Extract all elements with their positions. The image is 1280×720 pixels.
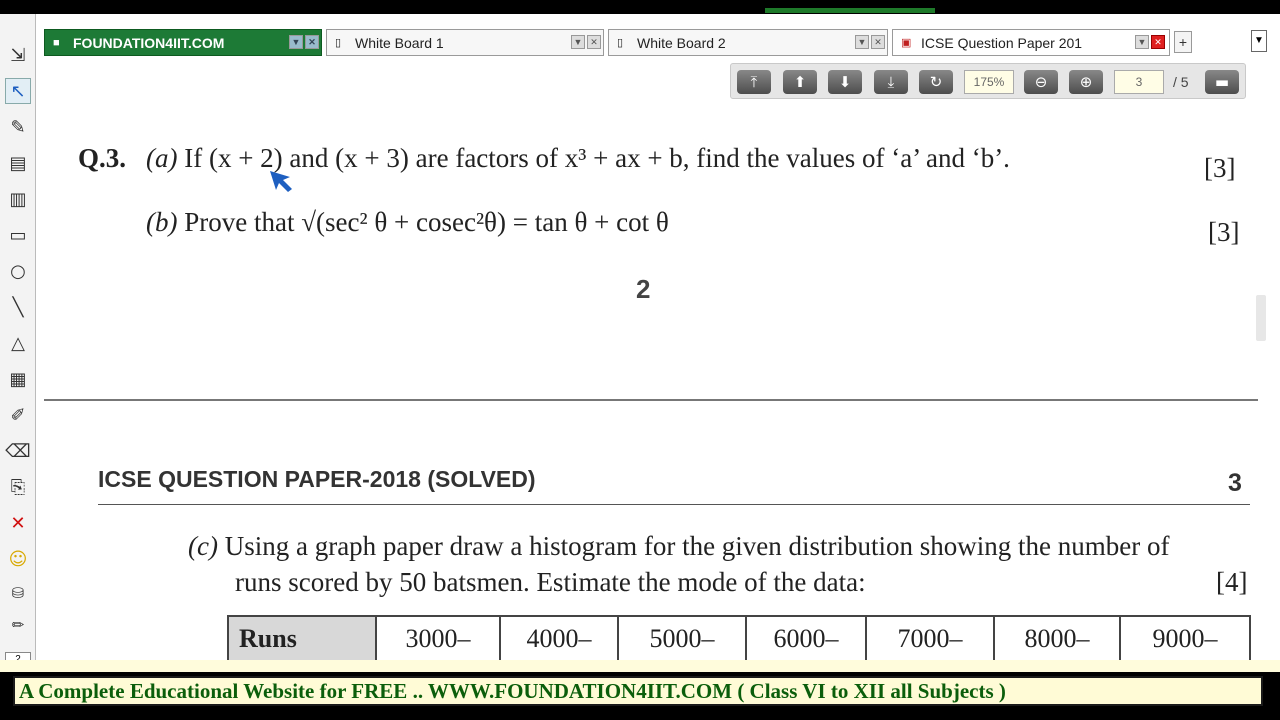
line-icon[interactable]: ╲ (12, 296, 24, 318)
table-cell: 9000– (1120, 616, 1250, 660)
footer-banner (0, 672, 1280, 720)
triangle-icon[interactable]: △ (11, 332, 25, 354)
page-icon: ▯ (335, 37, 342, 49)
question-c-line-2: runs scored by 50 batsmen. Estimate the mode of the data: (235, 567, 866, 597)
pointer-cursor-icon (268, 169, 296, 193)
page-icon: ▯ (617, 37, 624, 49)
pointer-arrow-icon[interactable]: ↖ (5, 78, 31, 104)
pencil-icon[interactable]: ✎ (10, 116, 26, 138)
previous-page-number: 2 (636, 274, 651, 304)
zoom-in-icon[interactable]: ⊕ (1069, 70, 1103, 94)
question-text: Prove that √(sec² θ + cosec²θ) = tan θ + cot θ (184, 207, 669, 237)
tab-close-icon[interactable]: ✕ (587, 35, 601, 49)
select-move-icon[interactable]: ⇲ (10, 44, 26, 66)
question-3b (146, 207, 669, 238)
pdf-navigation-bar (730, 63, 1246, 99)
marks-label: [4] (1216, 567, 1248, 597)
runs-table (227, 615, 1251, 660)
page-total-label: / 5 (1173, 74, 1189, 90)
question-c-line-1 (188, 531, 1170, 562)
page-number-input[interactable]: 3 (1114, 70, 1164, 94)
fit-screen-icon[interactable]: ▬ (1205, 70, 1239, 94)
top-strip (0, 0, 1280, 14)
tab-white-board-1[interactable] (326, 29, 604, 56)
page-header-title: ICSE QUESTION PAPER-2018 (SOLVED) (98, 466, 536, 492)
table-cell: 5000– (618, 616, 746, 660)
eraser-icon[interactable]: ⌫ (5, 440, 31, 462)
pdf-icon: ▣ (901, 37, 912, 49)
last-page-icon[interactable]: ⤓ (874, 70, 908, 94)
tool-palette (0, 14, 36, 672)
tab-menu-icon[interactable]: ▼ (1135, 35, 1149, 49)
tab-menu-icon[interactable]: ▼ (855, 35, 869, 49)
tab-icse-question-paper[interactable] (892, 29, 1170, 56)
banner-text: A Complete Educational Website for FREE .. WWW.FOUNDATION4IIT.COM ( Class VI to XII all Subjects ) (13, 676, 1263, 706)
pen-color-icon[interactable]: ✏ (11, 616, 25, 634)
new-tab-button[interactable]: + (1174, 31, 1192, 53)
part-label: (c) (188, 531, 218, 561)
table-cell: 3000– (376, 616, 500, 660)
scrollbar-thumb[interactable] (1256, 295, 1266, 341)
note-icon[interactable]: ▥ (9, 188, 27, 210)
tab-label: White Board 1 (355, 34, 444, 51)
first-page-icon[interactable]: ⤒ (737, 70, 771, 94)
table-row (228, 616, 1250, 660)
marks-label: [3] (1204, 153, 1236, 183)
tab-close-icon[interactable]: ✕ (1151, 35, 1165, 49)
circle-icon[interactable]: ○ (10, 260, 26, 282)
tab-bar (36, 14, 1280, 59)
page-header-number: 3 (1228, 469, 1242, 497)
table-cell: 7000– (866, 616, 994, 660)
highlighter-icon[interactable]: ✐ (10, 404, 26, 426)
marks-label: [3] (1208, 217, 1240, 247)
delete-icon[interactable]: ✕ (10, 512, 26, 534)
tab-menu-icon[interactable]: ▼ (571, 35, 585, 49)
question-text: If (x + 2) and (x + 3) are factors of x³ + ax + b, find the values of ‘a’ and ‘b’. (184, 143, 1010, 173)
tab-close-icon[interactable]: ✕ (305, 35, 319, 49)
zoom-out-icon[interactable]: ⊖ (1024, 70, 1058, 94)
tab-white-board-2[interactable] (608, 29, 888, 56)
tab-close-icon[interactable]: ✕ (871, 35, 885, 49)
smiley-icon[interactable]: ☺ (8, 548, 28, 570)
vertical-scrollbar[interactable] (1254, 59, 1280, 660)
question-number: Q.3. (78, 143, 127, 173)
next-page-icon[interactable]: ⬇ (828, 70, 862, 94)
table-cell: 6000– (746, 616, 866, 660)
part-label: (b) (146, 207, 178, 237)
page-separator (44, 399, 1258, 401)
tab-list-dropdown-icon[interactable]: ▼ (1251, 30, 1267, 52)
table-cell: 4000– (500, 616, 618, 660)
table-cell: 8000– (994, 616, 1120, 660)
part-label: (a) (146, 143, 178, 173)
table-header-cell: Runs (228, 616, 376, 660)
rectangle-icon[interactable]: ▭ (9, 224, 27, 246)
square-icon: ■ (53, 36, 60, 49)
fill-icon[interactable]: ⎘ (10, 476, 26, 498)
rotate-icon[interactable]: ↻ (919, 70, 953, 94)
header-rule (98, 504, 1250, 505)
tab-foundation4iit[interactable] (44, 29, 322, 56)
text-box-icon[interactable]: ▤ (9, 152, 27, 174)
zoom-field[interactable]: 175% (964, 70, 1014, 94)
tab-menu-icon[interactable]: ▼ (289, 35, 303, 49)
paint-bucket-icon[interactable]: ⛁ (11, 584, 25, 602)
table-grid-icon[interactable]: ▦ (9, 368, 27, 390)
question-text: Using a graph paper draw a histogram for the given distribution showing the number of (224, 531, 1170, 561)
document-viewer (36, 59, 1280, 660)
previous-page-icon[interactable]: ⬆ (783, 70, 817, 94)
tab-label: White Board 2 (637, 34, 726, 51)
banner-strip (0, 660, 1280, 672)
tab-label: FOUNDATION4IIT.COM (73, 34, 225, 51)
window-accent-strip (765, 8, 935, 13)
tab-label: ICSE Question Paper 201 (921, 34, 1083, 51)
